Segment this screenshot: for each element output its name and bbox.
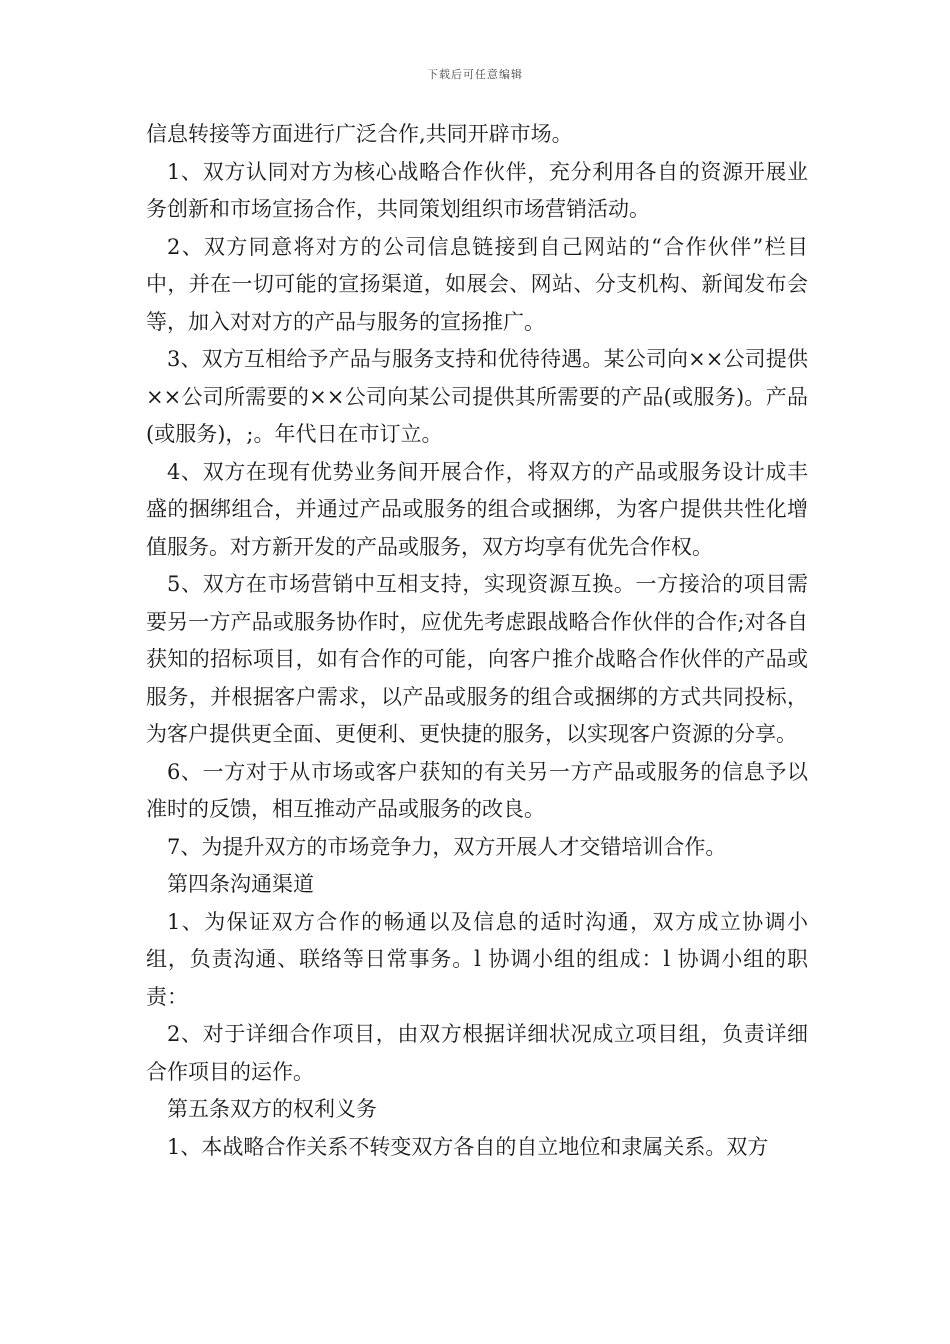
page-header: 下载后可任意编辑 [427, 68, 523, 81]
paragraph-8: 7、为提升双方的市场竞争力，双方开展人才交错培训合作。 [167, 834, 727, 859]
paragraph-1: 信息转接等方面进行广泛合作,共同开辟市场。 [146, 122, 573, 146]
paragraph-11: 1、本战略合作关系不转变双方各自的自立地位和隶属关系。双方 [167, 1134, 769, 1159]
section-heading-4: 第四条沟通渠道 [167, 872, 314, 896]
paragraph-5: 4、双方在现有优势业务间开展合作，将双方的产品或服务设计成丰盛的捆绑组合，并通过产品或服务的组合或捆绑，为客户提供共性化增值服务。对方新开发的产品或服务，双方均享有优先合作权。 [146, 459, 808, 559]
paragraph-3: 2、双方同意将对方的公司信息链接到自己网站的“合作伙伴”栏目中，并在一切可能的宣扬渠道，如展会、网站、分支机构、新闻发布会等，加入对对方的产品与服务的宣扬推广。 [146, 234, 808, 334]
document-body [146, 116, 808, 1166]
paragraph-4: 3、双方互相给予产品与服务支持和优待待遇。某公司向××公司提供××公司所需要的××公司向某公司提供其所需要的产品(或服务)。产品(或服务)，;。年代日在市订立。 [146, 347, 808, 446]
paragraph-9: 1、为保证双方合作的畅通以及信息的适时沟通，双方成立协调小组，负责沟通、联络等日常事务。l 协调小组的组成：l 协调小组的职责： [146, 909, 808, 1009]
paragraph-6: 5、双方在市场营销中互相支持，实现资源互换。一方接洽的项目需要另一方产品或服务协作时，应优先考虑跟战略合作伙伴的合作;对各自获知的招标项目，如有合作的可能，向客户推介战略合作伙伴的产品或服务，并根据客户需求，以产品或服务的组合或捆绑的方式共同投标，为客户提供更全面、更便利、更快捷的服务，以实现客户资源的分享。 [146, 572, 808, 746]
paragraph-10: 2、对于详细合作项目，由双方根据详细状况成立项目组，负责详细合作项目的运作。 [146, 1022, 808, 1084]
paragraph-2: 1、双方认同对方为核心战略合作伙伴，充分利用各自的资源开展业务创新和市场宣扬合作，共同策划组织市场营销活动。 [146, 159, 808, 221]
paragraph-7: 6、一方对于从市场或客户获知的有关另一方产品或服务的信息予以准时的反馈，相互推动产品或服务的改良。 [146, 759, 808, 821]
section-heading-5: 第五条双方的权利义务 [167, 1097, 377, 1121]
